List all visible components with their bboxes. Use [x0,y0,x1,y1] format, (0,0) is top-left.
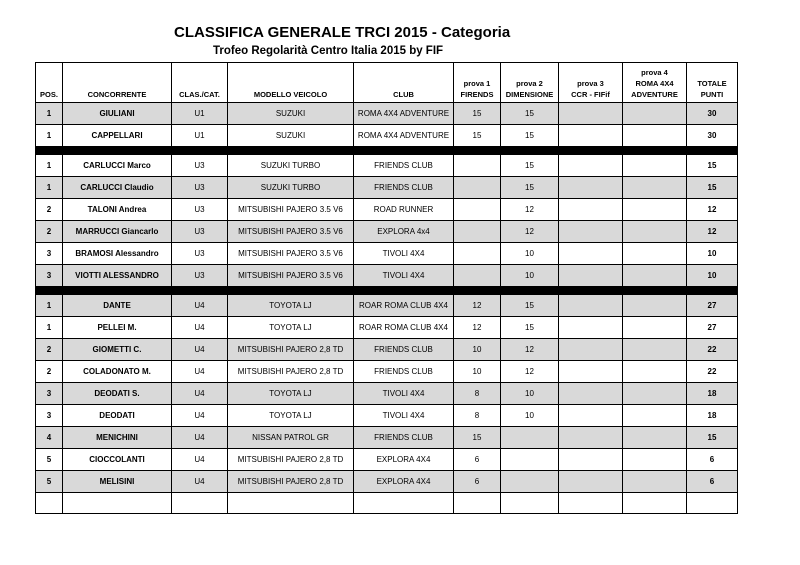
cell-totale: 22 [687,361,738,383]
cell-prova4 [623,317,687,339]
cell-prova1: 12 [454,295,501,317]
cell-totale: 18 [687,405,738,427]
table-row [36,449,738,471]
cell-prova1 [454,221,501,243]
col-prova4-header [623,63,687,103]
cell-prova4 [623,449,687,471]
cell-club: FRIENDS CLUB [354,361,454,383]
cell-prova4 [623,383,687,405]
col-prova1-header [454,63,501,103]
col-clas-header: CLAS./CAT. [172,63,228,103]
cell-prova4 [623,199,687,221]
table-row [36,405,738,427]
cell-pos: 2 [36,339,63,361]
cell-modello: MITSUBISHI PAJERO 2,8 TD [228,449,354,471]
cell-totale: 15 [687,177,738,199]
cell-prova3 [559,221,623,243]
cell-club: FRIENDS CLUB [354,339,454,361]
cell-clas: U4 [172,295,228,317]
separator-cell [172,147,228,155]
cell-modello: MITSUBISHI PAJERO 3.5 V6 [228,221,354,243]
table-row [36,383,738,405]
cell-concorrente: MELISINI [63,471,172,493]
empty-cell [623,493,687,514]
cell-modello: TOYOTA LJ [228,383,354,405]
cell-clas: U3 [172,177,228,199]
cell-totale: 10 [687,243,738,265]
table-row [36,243,738,265]
col-totale-line2: PUNTI [700,90,724,99]
cell-prova4 [623,471,687,493]
empty-cell [228,493,354,514]
cell-prova4 [623,243,687,265]
group-separator [36,287,738,295]
cell-club: TIVOLI 4X4 [354,383,454,405]
cell-pos: 1 [36,103,63,125]
cell-prova2: 15 [501,177,559,199]
cell-totale: 15 [687,155,738,177]
cell-prova3 [559,125,623,147]
cell-prova1 [454,243,501,265]
cell-pos: 2 [36,221,63,243]
cell-club: TIVOLI 4X4 [354,265,454,287]
separator-cell [623,147,687,155]
cell-concorrente: CARLUCCI Marco [63,155,172,177]
cell-pos: 3 [36,383,63,405]
cell-prova2: 10 [501,383,559,405]
cell-club: FRIENDS CLUB [354,427,454,449]
separator-cell [501,147,559,155]
cell-clas: U1 [172,103,228,125]
cell-club: ROMA 4X4 ADVENTURE [354,103,454,125]
cell-totale: 6 [687,449,738,471]
table-row [36,177,738,199]
cell-concorrente: BRAMOSI Alessandro [63,243,172,265]
col-modello-header: MODELLO VEICOLO [228,63,354,103]
document-subtitle: Trofeo Regolarità Centro Italia 2015 by FIF [213,45,444,57]
separator-cell [354,287,454,295]
cell-totale: 12 [687,221,738,243]
table-row [36,295,738,317]
empty-row [36,493,738,514]
cell-concorrente: DEODATI S. [63,383,172,405]
separator-cell [454,287,501,295]
cell-concorrente: GIULIANI [63,103,172,125]
cell-pos: 4 [36,427,63,449]
cell-club: EXPLORA 4x4 [354,221,454,243]
cell-prova4 [623,405,687,427]
col-concorrente-header: CONCORRENTE [63,63,172,103]
separator-cell [36,147,63,155]
cell-prova3 [559,383,623,405]
standings-table [35,62,738,514]
cell-prova3 [559,339,623,361]
cell-prova1: 12 [454,317,501,339]
cell-prova2 [501,427,559,449]
cell-modello: MITSUBISHI PAJERO 3.5 V6 [228,265,354,287]
cell-prova2 [501,471,559,493]
cell-clas: U4 [172,471,228,493]
col-prova3-header [559,63,623,103]
cell-prova1: 15 [454,427,501,449]
table-row [36,221,738,243]
document-title: CLASSIFICA GENERALE TRCI 2015 - Categoria [174,24,511,41]
cell-prova2: 10 [501,243,559,265]
separator-cell [687,287,738,295]
cell-concorrente: VIOTTI ALESSANDRO [63,265,172,287]
cell-clas: U3 [172,199,228,221]
col-prova2-header [501,63,559,103]
cell-totale: 10 [687,265,738,287]
table-row [36,199,738,221]
cell-modello: SUZUKI TURBO [228,155,354,177]
cell-club: EXPLORA 4X4 [354,471,454,493]
table-row [36,103,738,125]
cell-club: TIVOLI 4X4 [354,405,454,427]
cell-prova2: 15 [501,295,559,317]
cell-modello: SUZUKI TURBO [228,177,354,199]
cell-concorrente: GIOMETTI C. [63,339,172,361]
empty-cell [172,493,228,514]
cell-prova3 [559,317,623,339]
cell-club: ROAR ROMA CLUB 4X4 [354,295,454,317]
cell-concorrente: CIOCCOLANTI [63,449,172,471]
cell-prova4 [623,361,687,383]
cell-clas: U3 [172,155,228,177]
cell-prova2: 10 [501,265,559,287]
cell-prova3 [559,295,623,317]
empty-cell [454,493,501,514]
cell-pos: 2 [36,199,63,221]
cell-modello: MITSUBISHI PAJERO 2,8 TD [228,339,354,361]
cell-club: TIVOLI 4X4 [354,243,454,265]
cell-clas: U3 [172,265,228,287]
table-header-row [36,63,738,103]
cell-clas: U4 [172,405,228,427]
separator-cell [228,147,354,155]
cell-prova3 [559,199,623,221]
cell-clas: U4 [172,361,228,383]
cell-totale: 30 [687,103,738,125]
cell-prova4 [623,295,687,317]
cell-concorrente: DEODATI [63,405,172,427]
cell-prova2: 15 [501,103,559,125]
cell-modello: MITSUBISHI PAJERO 3.5 V6 [228,199,354,221]
cell-pos: 1 [36,177,63,199]
cell-prova3 [559,103,623,125]
cell-prova1: 8 [454,405,501,427]
cell-clas: U4 [172,339,228,361]
cell-concorrente: PELLEI M. [63,317,172,339]
cell-modello: MITSUBISHI PAJERO 2,8 TD [228,361,354,383]
cell-prova3 [559,361,623,383]
cell-totale: 15 [687,427,738,449]
cell-prova2: 12 [501,199,559,221]
table-row [36,427,738,449]
cell-prova2: 12 [501,361,559,383]
cell-prova2: 10 [501,405,559,427]
separator-cell [172,287,228,295]
cell-prova3 [559,405,623,427]
group-separator [36,147,738,155]
cell-club: ROMA 4X4 ADVENTURE [354,125,454,147]
separator-cell [354,147,454,155]
empty-cell [36,493,63,514]
separator-cell [559,287,623,295]
cell-concorrente: CAPPELLARI [63,125,172,147]
separator-cell [559,147,623,155]
separator-cell [63,147,172,155]
cell-prova3 [559,265,623,287]
empty-cell [559,493,623,514]
cell-modello: SUZUKI [228,103,354,125]
cell-prova1: 10 [454,339,501,361]
cell-totale: 27 [687,317,738,339]
cell-club: FRIENDS CLUB [354,155,454,177]
cell-pos: 3 [36,265,63,287]
cell-prova1: 15 [454,125,501,147]
cell-club: ROAR ROMA CLUB 4X4 [354,317,454,339]
cell-concorrente: MENICHINI [63,427,172,449]
cell-concorrente: MARRUCCI Giancarlo [63,221,172,243]
cell-prova1: 10 [454,361,501,383]
cell-pos: 1 [36,155,63,177]
col-prova3-line1: prova 3 [577,79,604,88]
cell-pos: 1 [36,317,63,339]
cell-totale: 27 [687,295,738,317]
col-prova1-line2: FIRENDS [460,90,494,99]
separator-cell [63,287,172,295]
cell-prova3 [559,427,623,449]
cell-modello: MITSUBISHI PAJERO 3.5 V6 [228,243,354,265]
cell-totale: 6 [687,471,738,493]
cell-club: EXPLORA 4X4 [354,449,454,471]
cell-pos: 5 [36,471,63,493]
cell-prova1 [454,177,501,199]
cell-concorrente: DANTE [63,295,172,317]
cell-modello: TOYOTA LJ [228,317,354,339]
cell-clas: U3 [172,221,228,243]
col-prova4-line1: prova 4 [641,68,668,77]
col-prova2-line1: prova 2 [516,79,543,88]
cell-prova2: 12 [501,221,559,243]
cell-prova3 [559,155,623,177]
cell-prova3 [559,243,623,265]
cell-modello: MITSUBISHI PAJERO 2,8 TD [228,471,354,493]
cell-prova4 [623,339,687,361]
cell-clas: U4 [172,317,228,339]
cell-modello: SUZUKI [228,125,354,147]
col-prova3-line2: CCR - FIFif [571,90,610,99]
cell-totale: 30 [687,125,738,147]
empty-cell [354,493,454,514]
cell-prova2: 15 [501,125,559,147]
cell-pos: 3 [36,405,63,427]
cell-pos: 3 [36,243,63,265]
empty-cell [63,493,172,514]
cell-clas: U4 [172,449,228,471]
cell-clas: U1 [172,125,228,147]
cell-modello: TOYOTA LJ [228,295,354,317]
table-body [36,103,738,514]
cell-concorrente: CARLUCCI Claudio [63,177,172,199]
col-prova4-line2: ROMA 4X4 [635,79,674,88]
cell-pos: 2 [36,361,63,383]
cell-prova1 [454,155,501,177]
table-row [36,471,738,493]
cell-prova1: 6 [454,449,501,471]
cell-pos: 1 [36,125,63,147]
cell-totale: 18 [687,383,738,405]
cell-prova3 [559,471,623,493]
cell-prova1 [454,199,501,221]
separator-cell [454,147,501,155]
cell-prova2 [501,449,559,471]
cell-modello: NISSAN PATROL GR [228,427,354,449]
cell-modello: TOYOTA LJ [228,405,354,427]
table-row [36,155,738,177]
table-row [36,125,738,147]
cell-prova4 [623,155,687,177]
cell-clas: U3 [172,243,228,265]
cell-club: ROAD RUNNER [354,199,454,221]
col-prova1-line1: prova 1 [463,79,491,88]
cell-prova1 [454,265,501,287]
cell-prova3 [559,177,623,199]
table-row [36,265,738,287]
cell-totale: 12 [687,199,738,221]
cell-prova1: 15 [454,103,501,125]
cell-prova1: 6 [454,471,501,493]
cell-prova4 [623,427,687,449]
cell-prova4 [623,103,687,125]
cell-prova4 [623,177,687,199]
empty-cell [501,493,559,514]
cell-prova2: 15 [501,317,559,339]
cell-prova3 [559,449,623,471]
col-club-header: CLUB [354,63,454,103]
cell-clas: U4 [172,383,228,405]
cell-concorrente: COLADONATO M. [63,361,172,383]
cell-totale: 22 [687,339,738,361]
cell-concorrente: TALONI Andrea [63,199,172,221]
col-prova2-line2: DIMENSIONE [505,90,554,99]
cell-prova4 [623,265,687,287]
separator-cell [623,287,687,295]
cell-pos: 5 [36,449,63,471]
separator-cell [501,287,559,295]
cell-clas: U4 [172,427,228,449]
cell-prova2: 15 [501,155,559,177]
separator-cell [36,287,63,295]
separator-cell [687,147,738,155]
cell-club: FRIENDS CLUB [354,177,454,199]
table-row [36,361,738,383]
col-totale-header [687,63,738,103]
cell-prova1: 8 [454,383,501,405]
cell-prova2: 12 [501,339,559,361]
empty-cell [687,493,738,514]
cell-prova4 [623,125,687,147]
table-row [36,317,738,339]
col-pos-header: POS. [36,63,63,103]
col-totale-line1: TOTALE [697,79,727,88]
cell-pos: 1 [36,295,63,317]
table-row [36,339,738,361]
separator-cell [228,287,354,295]
col-prova4-line3: ADVENTURE [631,90,678,99]
cell-prova4 [623,221,687,243]
